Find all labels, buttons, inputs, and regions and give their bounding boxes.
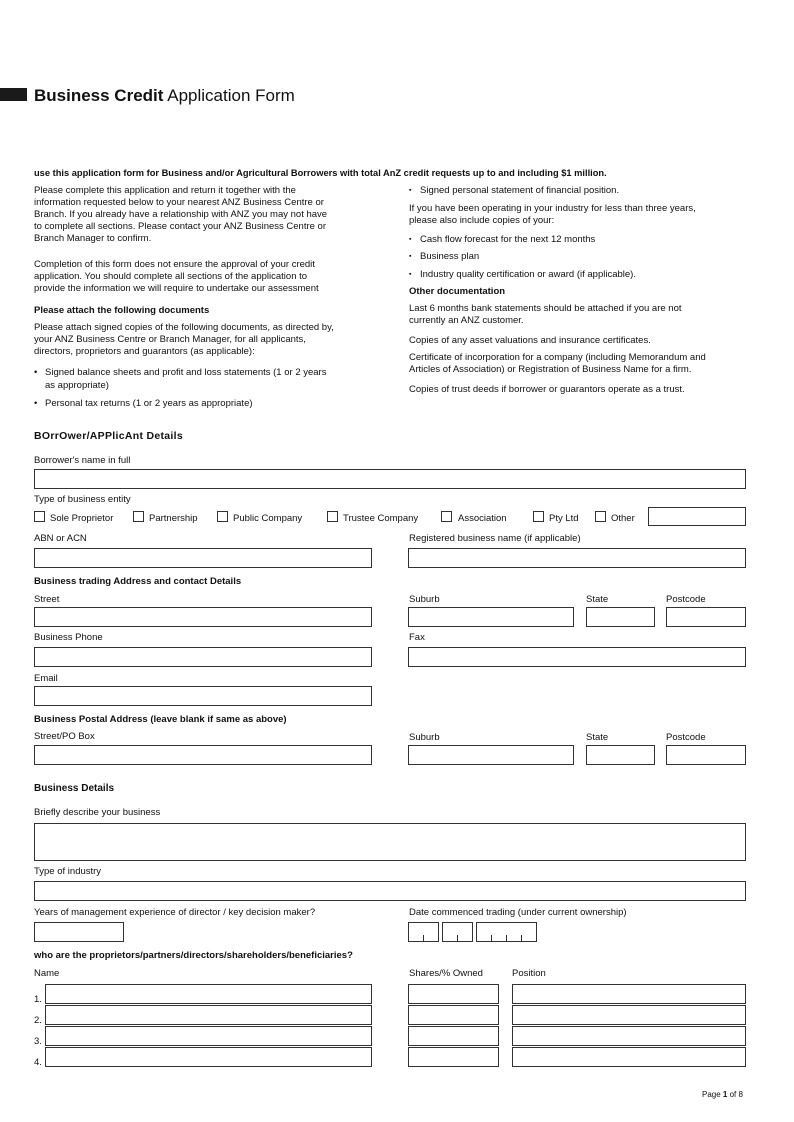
street-label: Street	[34, 594, 60, 605]
checkbox-label: Association	[458, 513, 507, 524]
page-prefix: Page	[702, 1090, 721, 1099]
checkbox-trustee-company[interactable]	[327, 511, 338, 522]
bullet-icon: •	[34, 367, 38, 378]
list-item-text: Personal tax returns (1 or 2 years as appropriate)	[45, 398, 253, 409]
tick-mark	[521, 935, 522, 941]
describe-business-input[interactable]	[34, 823, 746, 861]
registered-name-input[interactable]	[408, 548, 746, 568]
street-input[interactable]	[34, 607, 372, 627]
postal-street-input[interactable]	[34, 745, 372, 765]
tick-mark	[423, 935, 424, 941]
owner-shares-input[interactable]	[408, 1005, 499, 1025]
intro-heading: use this application form for Business and/or Agricultural Borrowers with total AnZ credit requests up to and including $1 million.	[34, 168, 607, 178]
row-number: 2.	[34, 1015, 42, 1026]
text-line: Last 6 months bank statements should be attached if you are not	[409, 303, 682, 314]
checkbox-label: Sole Proprietor	[50, 513, 114, 524]
fax-label: Fax	[409, 632, 425, 643]
page-title-bold: Business Credit	[34, 86, 164, 105]
col-name-label: Name	[34, 968, 60, 979]
postal-state-input[interactable]	[586, 745, 655, 765]
postcode-label: Postcode	[666, 594, 706, 605]
text-line: directors, proprietors and guarantors (as applicable):	[34, 346, 255, 357]
text-line: If you have been operating in your industry for less than three years,	[409, 203, 696, 214]
checkbox-public-company[interactable]	[217, 511, 228, 522]
checkbox-label: Pty Ltd	[549, 513, 579, 524]
page-total: 8	[738, 1090, 743, 1099]
intro-right-para1	[409, 203, 696, 227]
text-line: Branch. If you already have a relationship with ANZ you may not have	[34, 209, 328, 220]
owner-name-input[interactable]	[45, 1005, 372, 1025]
business-phone-input[interactable]	[34, 647, 372, 667]
checkbox-label: Public Company	[233, 513, 303, 524]
other-para2: Copies of any asset valuations and insurance certificates.	[409, 335, 651, 346]
abn-input[interactable]	[34, 548, 372, 568]
postcode-input[interactable]	[666, 607, 746, 627]
fax-input[interactable]	[408, 647, 746, 667]
tick-mark	[506, 935, 507, 941]
bullet-icon: ▪	[409, 271, 412, 278]
owner-shares-input[interactable]	[408, 1047, 499, 1067]
postal-suburb-label: Suburb	[409, 732, 440, 743]
other-heading: Other documentation	[409, 286, 506, 297]
row-number: 3.	[34, 1036, 42, 1047]
date-year-input[interactable]	[476, 922, 537, 942]
checkbox-label: Trustee Company	[343, 513, 419, 524]
checkbox-label: Other	[611, 513, 635, 524]
borrower-name-label: Borrower's name in full	[34, 455, 131, 466]
text-line: information requested below to your nearest ANZ Business Centre or	[34, 197, 324, 208]
postal-postcode-input[interactable]	[666, 745, 746, 765]
checkbox-other[interactable]	[595, 511, 606, 522]
owners-heading: who are the proprietors/partners/directors/shareholders/beneficiaries?	[34, 950, 353, 961]
checkbox-partnership[interactable]	[133, 511, 144, 522]
list-item-text: Cash flow forecast for the next 12 months	[420, 234, 596, 245]
list-item-text: Signed personal statement of financial position.	[420, 185, 620, 196]
text-line: Certificate of incorporation for a company (including Memorandum and	[409, 352, 706, 363]
owner-name-input[interactable]	[45, 1026, 372, 1046]
bullet-icon: ▪	[409, 253, 412, 260]
text-line: your ANZ Business Centre or Branch Manager, for all applicants,	[34, 334, 306, 345]
bullet-icon: •	[34, 398, 38, 409]
tick-mark	[457, 935, 458, 941]
text-line: Completion of this form does not ensure the approval of your credit	[34, 259, 315, 270]
owner-position-input[interactable]	[512, 1047, 746, 1067]
page-of: of	[729, 1090, 737, 1099]
list-item-text: Business plan	[420, 251, 480, 262]
attach-para	[34, 322, 334, 358]
intro-left-para1	[34, 185, 327, 245]
header-bar	[0, 88, 27, 101]
email-input[interactable]	[34, 686, 372, 706]
intro-left-para2	[34, 259, 319, 295]
text-line: to complete all sections. Please contact your ANZ Business Centre or	[34, 221, 326, 232]
col-position-label: Position	[512, 968, 546, 979]
owner-position-input[interactable]	[512, 1005, 746, 1025]
owner-shares-input[interactable]	[408, 1026, 499, 1046]
attach-heading: Please attach the following documents	[34, 305, 210, 316]
text-line: Please attach signed copies of the following documents, as directed by,	[34, 322, 334, 333]
text-line: application. You should complete all sections of the application to	[34, 271, 308, 282]
text-line: Articles of Association) or Registration of Business Name for a firm.	[409, 364, 692, 375]
tick-mark	[491, 935, 492, 941]
date-day-input[interactable]	[408, 922, 439, 942]
date-commenced-label: Date commenced trading (under current ownership)	[409, 907, 627, 918]
list-item-text: Signed balance sheets and profit and loss statements (1 or 2 years	[45, 367, 327, 378]
state-label: State	[586, 594, 609, 605]
section-heading-borrower: BOrrOwer/APPlicAnt Details	[34, 430, 184, 442]
owner-name-input[interactable]	[45, 984, 372, 1004]
text-line: provide the information we will require to undertake our assessment	[34, 283, 319, 294]
owner-position-input[interactable]	[512, 984, 746, 1004]
entity-type-label: Type of business entity	[34, 494, 131, 505]
other-para3	[409, 352, 706, 376]
page-current: 1	[722, 1090, 728, 1099]
row-number: 1.	[34, 994, 42, 1005]
text-line: currently an ANZ customer.	[409, 315, 524, 326]
business-phone-label: Business Phone	[34, 632, 103, 643]
business-details-heading: Business Details	[34, 783, 115, 794]
abn-label: ABN or ACN	[34, 533, 87, 544]
date-month-input[interactable]	[442, 922, 473, 942]
checkbox-association[interactable]	[441, 511, 452, 522]
list-item-text: Industry quality certification or award (if applicable).	[420, 269, 636, 280]
owner-shares-input[interactable]	[408, 984, 499, 1004]
page-title	[34, 86, 295, 106]
page-number	[702, 1089, 743, 1101]
suburb-label: Suburb	[409, 594, 440, 605]
text-line: please also include copies of your:	[409, 215, 555, 226]
state-input[interactable]	[586, 607, 655, 627]
checkbox-label: Partnership	[149, 513, 198, 524]
email-label: Email	[34, 673, 58, 684]
borrower-name-input[interactable]	[34, 469, 746, 489]
industry-label: Type of industry	[34, 866, 102, 877]
registered-name-label: Registered business name (if applicable)	[409, 533, 581, 544]
other-para4: Copies of trust deeds if borrower or guarantors operate as a trust.	[409, 384, 685, 395]
postal-address-heading: Business Postal Address (leave blank if same as above)	[34, 714, 287, 725]
checkbox-pty-ltd[interactable]	[533, 511, 544, 522]
owner-name-input[interactable]	[45, 1047, 372, 1067]
col-shares-label: Shares/% Owned	[409, 968, 483, 979]
experience-input[interactable]	[34, 922, 124, 942]
postal-suburb-input[interactable]	[408, 745, 574, 765]
trading-address-heading: Business trading Address and contact Details	[34, 576, 242, 587]
list-item-text: as appropriate)	[45, 380, 109, 391]
postal-state-label: State	[586, 732, 609, 743]
postal-postcode-label: Postcode	[666, 732, 706, 743]
postal-street-label: Street/PO Box	[34, 731, 95, 742]
other-para1	[409, 303, 682, 327]
other-entity-input[interactable]	[648, 507, 746, 526]
bullet-icon: ▪	[409, 236, 412, 243]
row-number: 4.	[34, 1057, 42, 1068]
checkbox-sole-proprietor[interactable]	[34, 511, 45, 522]
experience-label: Years of management experience of director / key decision maker?	[34, 907, 316, 918]
page-title-regular: Application Form	[167, 86, 295, 105]
text-line: Please complete this application and return it together with the	[34, 185, 296, 196]
text-line: Branch Manager to confirm.	[34, 233, 152, 244]
owner-position-input[interactable]	[512, 1026, 746, 1046]
bullet-icon: ▪	[409, 187, 412, 194]
suburb-input[interactable]	[408, 607, 574, 627]
describe-business-label: Briefly describe your business	[34, 807, 161, 818]
industry-input[interactable]	[34, 881, 746, 901]
